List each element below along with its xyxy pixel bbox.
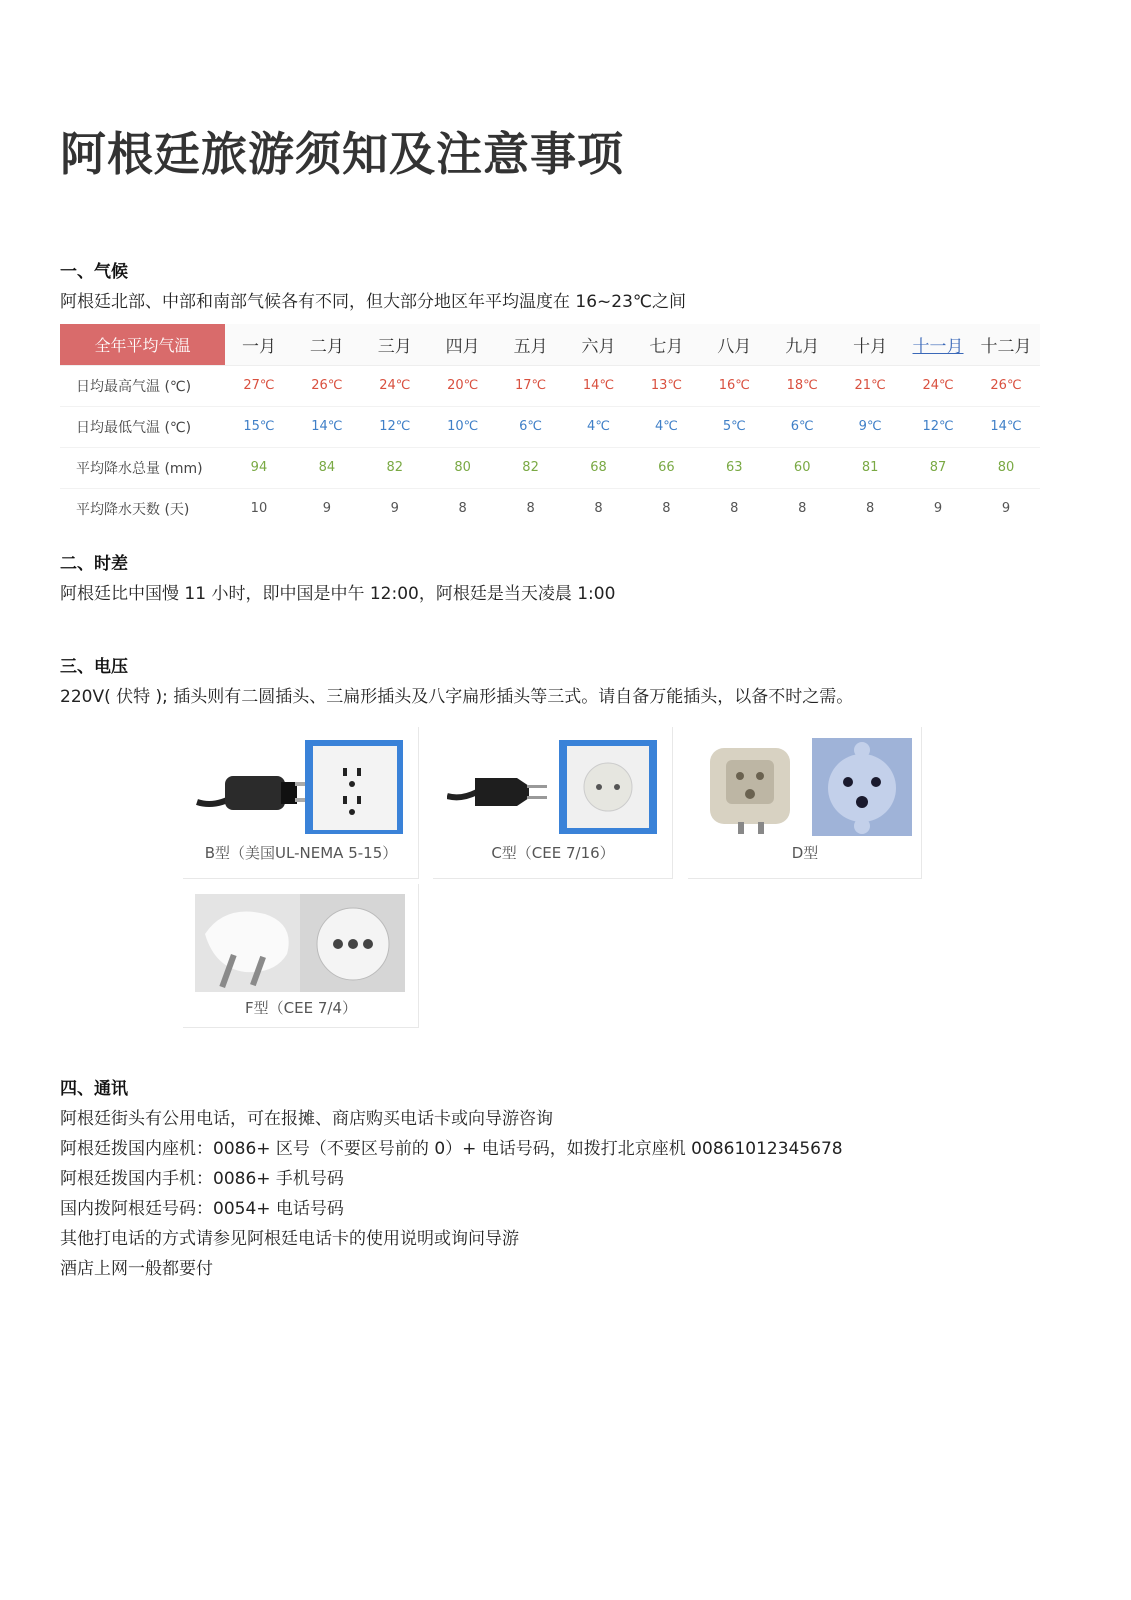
climate-row-low (60, 406, 1040, 447)
table-cell: 84 (293, 447, 361, 488)
timezone-description: 阿根廷比中国慢 11 小时，即中国是中午 12:00，阿根廷是当天凌晨 1:00 (60, 584, 616, 604)
table-cell: 80 (972, 447, 1040, 488)
month-header: 十二月 (972, 324, 1040, 365)
communication-line: 阿根廷街头有公用电话，可在报摊、商店购买电话卡或向导游咨询 (60, 1109, 553, 1129)
table-cell: 21℃ (836, 365, 904, 406)
table-cell: 68 (565, 447, 633, 488)
table-cell: 20℃ (429, 365, 497, 406)
table-cell: 9 (904, 488, 972, 529)
table-cell: 14℃ (293, 406, 361, 447)
plug-f-caption: F型（CEE 7/4） (245, 999, 357, 1017)
table-cell: 10 (225, 488, 293, 529)
climate-row-high (60, 365, 1040, 406)
table-cell: 12℃ (361, 406, 429, 447)
month-header: 七月 (632, 324, 700, 365)
month-header: 四月 (429, 324, 497, 365)
table-cell: 4℃ (632, 406, 700, 447)
table-cell: 8 (565, 488, 633, 529)
month-header: 八月 (700, 324, 768, 365)
table-cell: 9 (972, 488, 1040, 529)
communication-line: 阿根廷拨国内座机：0086+ 区号（不要区号前的 0）+ 电话号码，如拨打北京座机 00861012345678 (60, 1139, 843, 1159)
plug-b-caption: B型（美国UL-NEMA 5-15） (204, 844, 398, 862)
table-cell: 16℃ (700, 365, 768, 406)
month-header: 十月 (836, 324, 904, 365)
communication-line: 酒店上网一般都要付 (60, 1259, 213, 1279)
table-cell: 82 (361, 447, 429, 488)
month-header: 二月 (293, 324, 361, 365)
voltage-description: 220V( 伏特 ); 插头则有二圆插头、三扁形插头及八字扁形插头等三式。请自备万能插头，以备不时之需。 (60, 687, 854, 707)
month-header: 一月 (225, 324, 293, 365)
section-heading-voltage: 三、电压 (60, 657, 128, 677)
table-cell: 9 (361, 488, 429, 529)
row-label: 平均降水总量 (mm) (60, 447, 225, 488)
table-cell: 60 (768, 447, 836, 488)
climate-table (60, 324, 1040, 529)
communication-line: 阿根廷拨国内手机：0086+ 手机号码 (60, 1169, 344, 1189)
plug-d-caption: D型 (791, 844, 819, 862)
row-label: 日均最低气温 (℃) (60, 406, 225, 447)
climate-description: 阿根廷北部、中部和南部气候各有不同，但大部分地区年平均温度在 16~23℃之间 (60, 292, 687, 312)
table-cell: 81 (836, 447, 904, 488)
section-heading-timezone: 二、时差 (60, 554, 128, 574)
table-cell: 14℃ (972, 406, 1040, 447)
table-cell: 63 (700, 447, 768, 488)
table-cell: 4℃ (565, 406, 633, 447)
table-cell: 80 (429, 447, 497, 488)
table-cell: 26℃ (972, 365, 1040, 406)
month-header: 九月 (768, 324, 836, 365)
table-cell: 66 (632, 447, 700, 488)
page-title: 阿根廷旅游须知及注意事项 (60, 127, 624, 181)
table-cell: 8 (632, 488, 700, 529)
climate-row-days (60, 488, 1040, 529)
plug-c-image (447, 738, 659, 836)
table-cell: 14℃ (565, 365, 633, 406)
table-cell: 26℃ (293, 365, 361, 406)
communication-line: 国内拨阿根廷号码：0054+ 电话号码 (60, 1199, 344, 1219)
table-cell: 24℃ (361, 365, 429, 406)
table-cell: 6℃ (497, 406, 565, 447)
month-header: 三月 (361, 324, 429, 365)
table-cell: 12℃ (904, 406, 972, 447)
table-cell: 8 (768, 488, 836, 529)
table-cell: 13℃ (632, 365, 700, 406)
table-cell: 17℃ (497, 365, 565, 406)
section-heading-communication: 四、通讯 (60, 1079, 128, 1099)
plug-f-image (195, 894, 405, 992)
month-header: 五月 (497, 324, 565, 365)
table-cell: 94 (225, 447, 293, 488)
table-cell: 27℃ (225, 365, 293, 406)
row-label: 平均降水天数 (天) (60, 488, 225, 529)
table-cell: 6℃ (768, 406, 836, 447)
table-cell: 24℃ (904, 365, 972, 406)
table-cell: 87 (904, 447, 972, 488)
table-cell: 8 (700, 488, 768, 529)
table-cell: 9℃ (836, 406, 904, 447)
table-cell: 9 (293, 488, 361, 529)
month-header: 六月 (565, 324, 633, 365)
plug-c-caption: C型（CEE 7/16） (491, 844, 615, 862)
climate-table-corner: 全年平均气温 (60, 324, 225, 365)
table-cell: 8 (429, 488, 497, 529)
table-cell: 8 (836, 488, 904, 529)
plug-d-image (702, 738, 914, 836)
table-cell: 5℃ (700, 406, 768, 447)
climate-header-row (60, 324, 1040, 365)
table-cell: 82 (497, 447, 565, 488)
climate-row-rain (60, 447, 1040, 488)
plug-b-image (195, 738, 405, 836)
table-cell: 18℃ (768, 365, 836, 406)
section-heading-climate: 一、气候 (60, 262, 128, 282)
row-label: 日均最高气温 (℃) (60, 365, 225, 406)
month-header-link[interactable]: 十一月 (904, 324, 972, 365)
communication-line: 其他打电话的方式请参见阿根廷电话卡的使用说明或询问导游 (60, 1229, 519, 1249)
table-cell: 15℃ (225, 406, 293, 447)
table-cell: 10℃ (429, 406, 497, 447)
table-cell: 8 (497, 488, 565, 529)
